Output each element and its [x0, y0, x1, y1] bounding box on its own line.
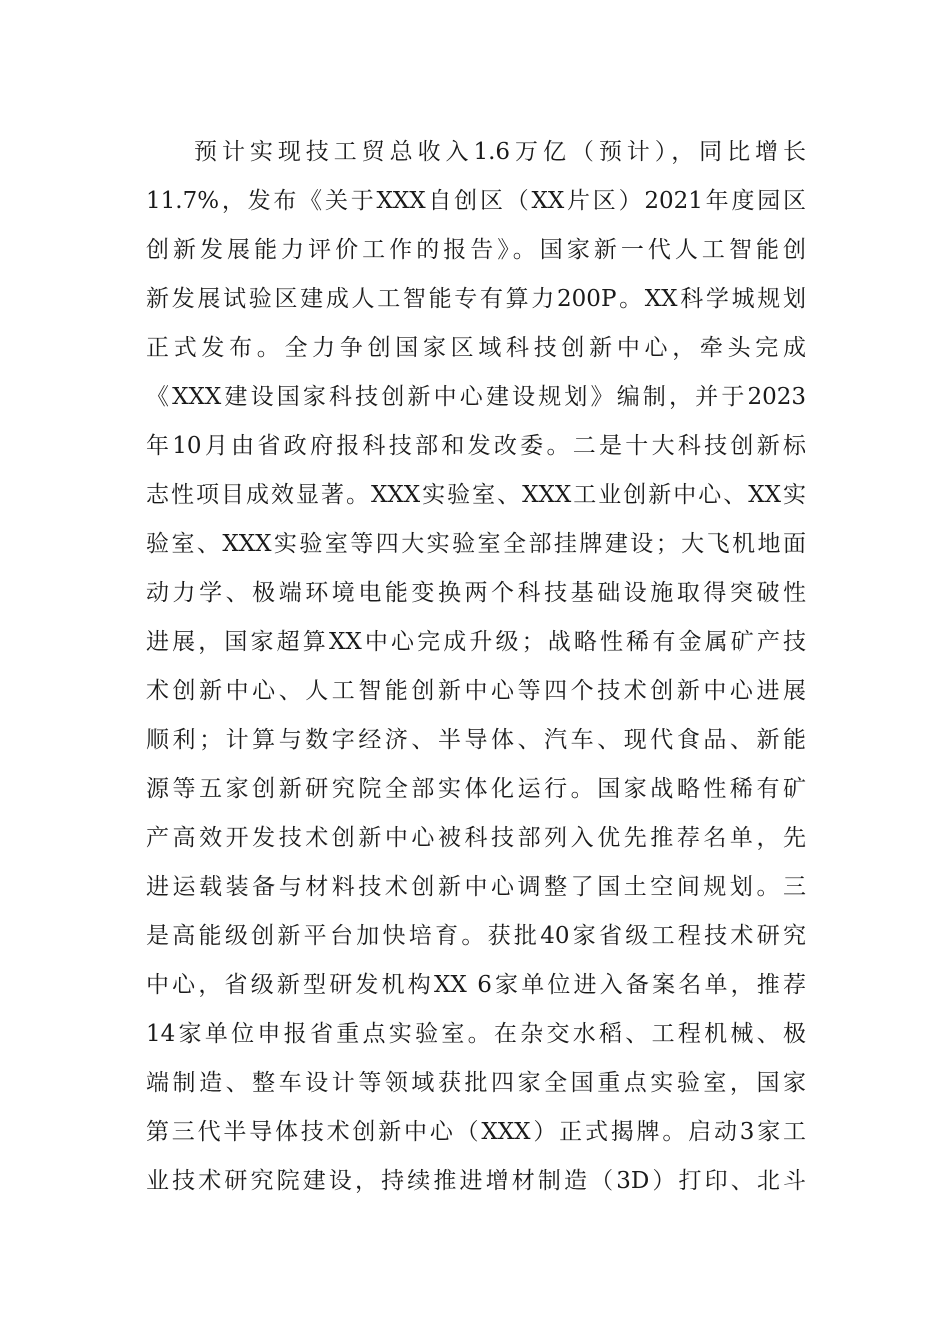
text-line-13: 顺利；计算与数字经济、半导体、汽车、现代食品、新能 — [146, 727, 806, 753]
text-line-20: 端制造、整车设计等领域获批四家全国重点实验室，国家 — [146, 1070, 806, 1096]
body-paragraph — [146, 128, 806, 1206]
text-line-3: 创新发展能力评价工作的报告》。国家新一代人工智能创 — [146, 237, 806, 263]
text-line-17: 是高能级创新平台加快培育。获批40家省级工程技术研究 — [146, 923, 806, 949]
text-line-11: 进展，国家超算XX中心完成升级；战略性稀有金属矿产技 — [146, 629, 806, 655]
text-line-5: 正式发布。全力争创国家区域科技创新中心，牵头完成 — [146, 335, 806, 361]
text-line-7: 年10月由省政府报科技部和发改委。二是十大科技创新标 — [146, 433, 806, 459]
text-line-21: 第三代半导体技术创新中心（XXX）正式揭牌。启动3家工 — [146, 1119, 806, 1145]
text-line-12: 术创新中心、人工智能创新中心等四个技术创新中心进展 — [146, 678, 806, 704]
text-line-8: 志性项目成效显著。XXX实验室、XXX工业创新中心、XX实 — [146, 482, 806, 508]
text-line-9: 验室、XXX实验室等四大实验室全部挂牌建设；大飞机地面 — [146, 531, 806, 557]
text-line-2: 11.7%，发布《关于XXX自创区（XX片区）2021年度园区 — [146, 188, 806, 214]
text-line-22: 业技术研究院建设，持续推进增材制造（3D）打印、北斗 — [146, 1168, 806, 1194]
text-line-15: 产高效开发技术创新中心被科技部列入优先推荐名单，先 — [146, 825, 806, 851]
text-line-4: 新发展试验区建成人工智能专有算力200P。XX科学城规划 — [146, 286, 806, 312]
text-line-16: 进运载装备与材料技术创新中心调整了国土空间规划。三 — [146, 874, 806, 900]
text-line-19: 14家单位申报省重点实验室。在杂交水稻、工程机械、极 — [146, 1021, 806, 1047]
text-line-18: 中心，省级新型研发机构XX 6家单位进入备案名单，推荐 — [146, 972, 806, 998]
text-line-14: 源等五家创新研究院全部实体化运行。国家战略性稀有矿 — [146, 776, 806, 802]
text-line-10: 动力学、极端环境电能变换两个科技基础设施取得突破性 — [146, 580, 806, 606]
text-line-1: 预计实现技工贸总收入1.6万亿（预计），同比增长 — [194, 139, 806, 165]
text-line-6: 《XXX建设国家科技创新中心建设规划》编制，并于2023 — [146, 384, 806, 410]
